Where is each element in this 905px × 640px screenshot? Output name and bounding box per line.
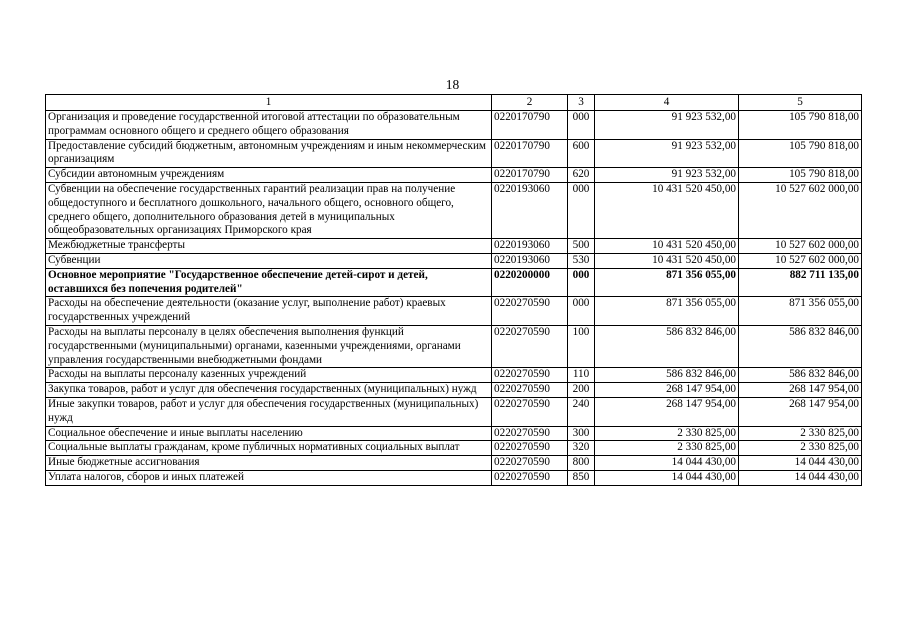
row-name-cell: Закупка товаров, работ и услуг для обеспечения государственных (муниципальных) нужд	[46, 383, 492, 398]
row-name-cell: Расходы на выплаты персоналу в целях обеспечения выполнения функций государственными (муниципальными) органами, казенными учреждениями, органами управления государственными внебюджетными фондами	[46, 325, 492, 367]
table-row	[46, 368, 862, 383]
row-name-cell: Иные закупки товаров, работ и услуг для обеспечения государственных (муниципальных) нужд	[46, 397, 492, 426]
column-header-code: 2	[492, 95, 568, 111]
row-code-cell: 0220270590	[492, 325, 568, 367]
row-value-2-cell: 105 790 818,00	[739, 111, 862, 140]
row-type-cell: 000	[568, 182, 595, 238]
row-value-1-cell: 268 147 954,00	[595, 397, 739, 426]
table-row	[46, 182, 862, 238]
row-value-2-cell: 268 147 954,00	[739, 397, 862, 426]
row-name-cell: Иные бюджетные ассигнования	[46, 456, 492, 471]
row-name-cell: Расходы на выплаты персоналу казенных учреждений	[46, 368, 492, 383]
row-code-cell: 0220270590	[492, 297, 568, 326]
table-row	[46, 383, 862, 398]
row-value-2-cell: 105 790 818,00	[739, 168, 862, 183]
table-row	[46, 111, 862, 140]
row-value-1-cell: 2 330 825,00	[595, 441, 739, 456]
row-value-2-cell: 105 790 818,00	[739, 139, 862, 168]
table-row	[46, 441, 862, 456]
row-type-cell: 000	[568, 297, 595, 326]
row-name-cell: Основное мероприятие "Государственное обеспечение детей-сирот и детей, оставшихся без попечения родителей"	[46, 268, 492, 297]
row-type-cell: 500	[568, 239, 595, 254]
column-header-value-2: 5	[739, 95, 862, 111]
row-type-cell: 600	[568, 139, 595, 168]
row-name-cell: Социальные выплаты гражданам, кроме публичных нормативных социальных выплат	[46, 441, 492, 456]
row-type-cell: 000	[568, 111, 595, 140]
row-code-cell: 0220193060	[492, 253, 568, 268]
row-code-cell: 0220270590	[492, 397, 568, 426]
row-code-cell: 0220170790	[492, 139, 568, 168]
row-name-cell: Расходы на обеспечение деятельности (оказание услуг, выполнение работ) краевых государственных учреждений	[46, 297, 492, 326]
row-value-1-cell: 586 832 846,00	[595, 325, 739, 367]
row-type-cell: 800	[568, 456, 595, 471]
row-name-cell: Уплата налогов, сборов и иных платежей	[46, 470, 492, 485]
row-type-cell: 300	[568, 426, 595, 441]
row-type-cell: 320	[568, 441, 595, 456]
page-number: 18	[445, 77, 460, 92]
row-value-2-cell: 10 527 602 000,00	[739, 253, 862, 268]
row-code-cell: 0220200000	[492, 268, 568, 297]
budget-table	[45, 94, 862, 486]
row-value-1-cell: 14 044 430,00	[595, 456, 739, 471]
table-row	[46, 297, 862, 326]
column-header-value-1: 4	[595, 95, 739, 111]
row-value-1-cell: 268 147 954,00	[595, 383, 739, 398]
table-row	[46, 325, 862, 367]
row-name-cell: Субвенции	[46, 253, 492, 268]
row-type-cell: 620	[568, 168, 595, 183]
row-value-1-cell: 2 330 825,00	[595, 426, 739, 441]
table-row	[46, 239, 862, 254]
row-type-cell: 200	[568, 383, 595, 398]
row-code-cell: 0220170790	[492, 168, 568, 183]
row-value-2-cell: 268 147 954,00	[739, 383, 862, 398]
row-name-cell: Социальное обеспечение и иные выплаты населению	[46, 426, 492, 441]
row-value-2-cell: 586 832 846,00	[739, 325, 862, 367]
row-value-1-cell: 10 431 520 450,00	[595, 182, 739, 238]
table-row	[46, 253, 862, 268]
row-value-1-cell: 871 356 055,00	[595, 297, 739, 326]
row-name-cell: Организация и проведение государственной итоговой аттестации по образовательным программам основного общего и среднего общего образования	[46, 111, 492, 140]
row-type-cell: 110	[568, 368, 595, 383]
table-row	[46, 139, 862, 168]
table-header-row	[46, 95, 862, 111]
row-value-1-cell: 871 356 055,00	[595, 268, 739, 297]
row-name-cell: Субвенции на обеспечение государственных гарантий реализации прав на получение общедоступного и бесплатного дошкольного, начального общего, основного общего, среднего общего, дополнительного образования детей в муниципальных общеобразовательных организациях Приморского края	[46, 182, 492, 238]
table-row	[46, 397, 862, 426]
row-value-1-cell: 10 431 520 450,00	[595, 239, 739, 254]
table-row	[46, 426, 862, 441]
table-row	[46, 470, 862, 485]
column-header-name: 1	[46, 95, 492, 111]
table-row	[46, 456, 862, 471]
row-value-2-cell: 871 356 055,00	[739, 297, 862, 326]
row-name-cell: Межбюджетные трансферты	[46, 239, 492, 254]
row-value-1-cell: 91 923 532,00	[595, 139, 739, 168]
column-header-type: 3	[568, 95, 595, 111]
row-value-2-cell: 10 527 602 000,00	[739, 182, 862, 238]
row-code-cell: 0220270590	[492, 470, 568, 485]
row-code-cell: 0220270590	[492, 426, 568, 441]
row-code-cell: 0220270590	[492, 383, 568, 398]
row-type-cell: 240	[568, 397, 595, 426]
row-value-1-cell: 586 832 846,00	[595, 368, 739, 383]
row-value-1-cell: 91 923 532,00	[595, 111, 739, 140]
row-code-cell: 0220270590	[492, 456, 568, 471]
row-value-2-cell: 2 330 825,00	[739, 441, 862, 456]
table-body	[46, 111, 862, 486]
row-value-2-cell: 586 832 846,00	[739, 368, 862, 383]
row-type-cell: 100	[568, 325, 595, 367]
row-value-2-cell: 14 044 430,00	[739, 470, 862, 485]
row-value-2-cell: 10 527 602 000,00	[739, 239, 862, 254]
row-code-cell: 0220270590	[492, 368, 568, 383]
row-value-1-cell: 10 431 520 450,00	[595, 253, 739, 268]
row-code-cell: 0220193060	[492, 239, 568, 254]
row-name-cell: Субсидии автономным учреждениям	[46, 168, 492, 183]
row-value-1-cell: 91 923 532,00	[595, 168, 739, 183]
row-code-cell: 0220193060	[492, 182, 568, 238]
table-row	[46, 268, 862, 297]
row-value-2-cell: 2 330 825,00	[739, 426, 862, 441]
row-value-2-cell: 882 711 135,00	[739, 268, 862, 297]
row-type-cell: 000	[568, 268, 595, 297]
row-type-cell: 530	[568, 253, 595, 268]
row-code-cell: 0220270590	[492, 441, 568, 456]
row-value-1-cell: 14 044 430,00	[595, 470, 739, 485]
row-type-cell: 850	[568, 470, 595, 485]
row-value-2-cell: 14 044 430,00	[739, 456, 862, 471]
table-row	[46, 168, 862, 183]
row-code-cell: 0220170790	[492, 111, 568, 140]
row-name-cell: Предоставление субсидий бюджетным, автономным учреждениям и иным некоммерческим организациям	[46, 139, 492, 168]
